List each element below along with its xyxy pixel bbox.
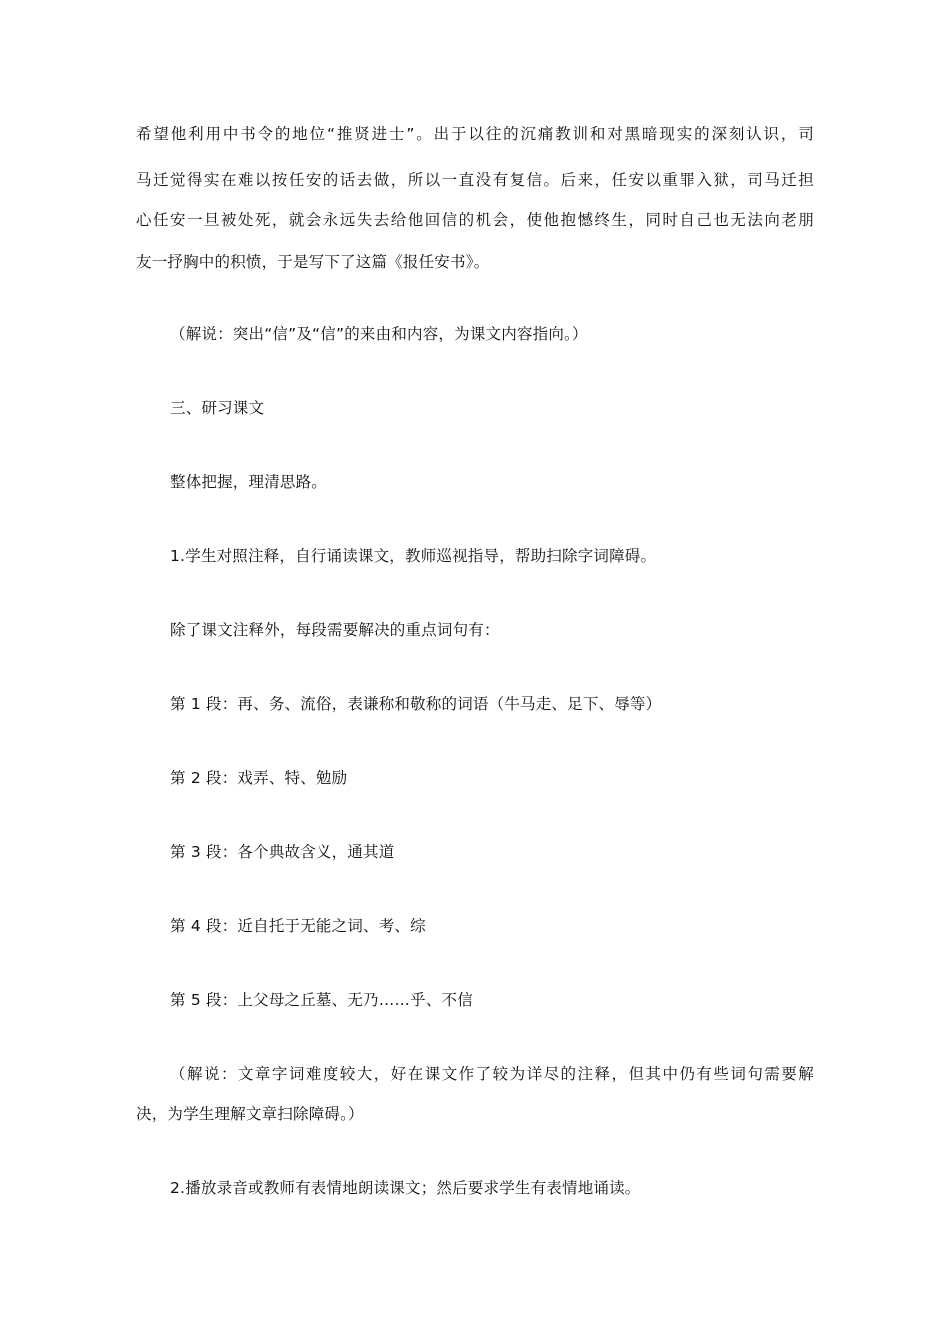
note-1: （解说：突出“信”及“信”的来由和内容，为课文内容指向。） [170,325,588,343]
intro-line-3: 心任安一旦被处死，就会永远失去给他回信的机会，使他抱憾终生，同时自己也无法向老朋 [136,211,814,229]
paragraph-item-2: 第 2 段：戏弄、特、勉励 [170,769,348,787]
paragraph-item-5: 第 5 段：上父母之丘墓、无乃……乎、不信 [170,991,473,1009]
paragraph-item-4: 第 4 段：近自托于无能之词、考、综 [170,917,426,935]
intro-line-4: 友一抒胸中的积愤，于是写下了这篇《报任安书》。 [136,253,490,271]
note-2-line-2: 决，为学生理解文章扫除障碍。） [136,1105,364,1123]
paragraph-item-3: 第 3 段：各个典故含义，通其道 [170,843,395,861]
note-2-line-1: （解说：文章字词难度较大，好在课文作了较为详尽的注释，但其中仍有些词句需要解 [170,1065,814,1083]
key-words-intro: 除了课文注释外，每段需要解决的重点词句有： [170,621,500,639]
step-2: 2.播放录音或教师有表情地朗读课文；然后要求学生有表情地诵读。 [170,1179,641,1197]
paragraph-item-1: 第 1 段：再、务、流俗，表谦称和敬称的词语（牛马走、足下、辱等） [170,695,662,713]
subheading: 整体把握，理清思路。 [170,473,328,491]
step-1: 1.学生对照注释，自行诵读课文，教师巡视指导，帮助扫除字词障碍。 [170,547,657,565]
intro-line-1: 希望他利用中书令的地位“推贤进士”。出于以往的沉痛教训和对黑暗现实的深刻认识，司 [136,125,814,143]
section-heading: 三、研习课文 [170,399,265,417]
intro-line-2: 马迁觉得实在难以按任安的话去做，所以一直没有复信。后来，任安以重罪入狱，司马迁担 [136,171,814,189]
